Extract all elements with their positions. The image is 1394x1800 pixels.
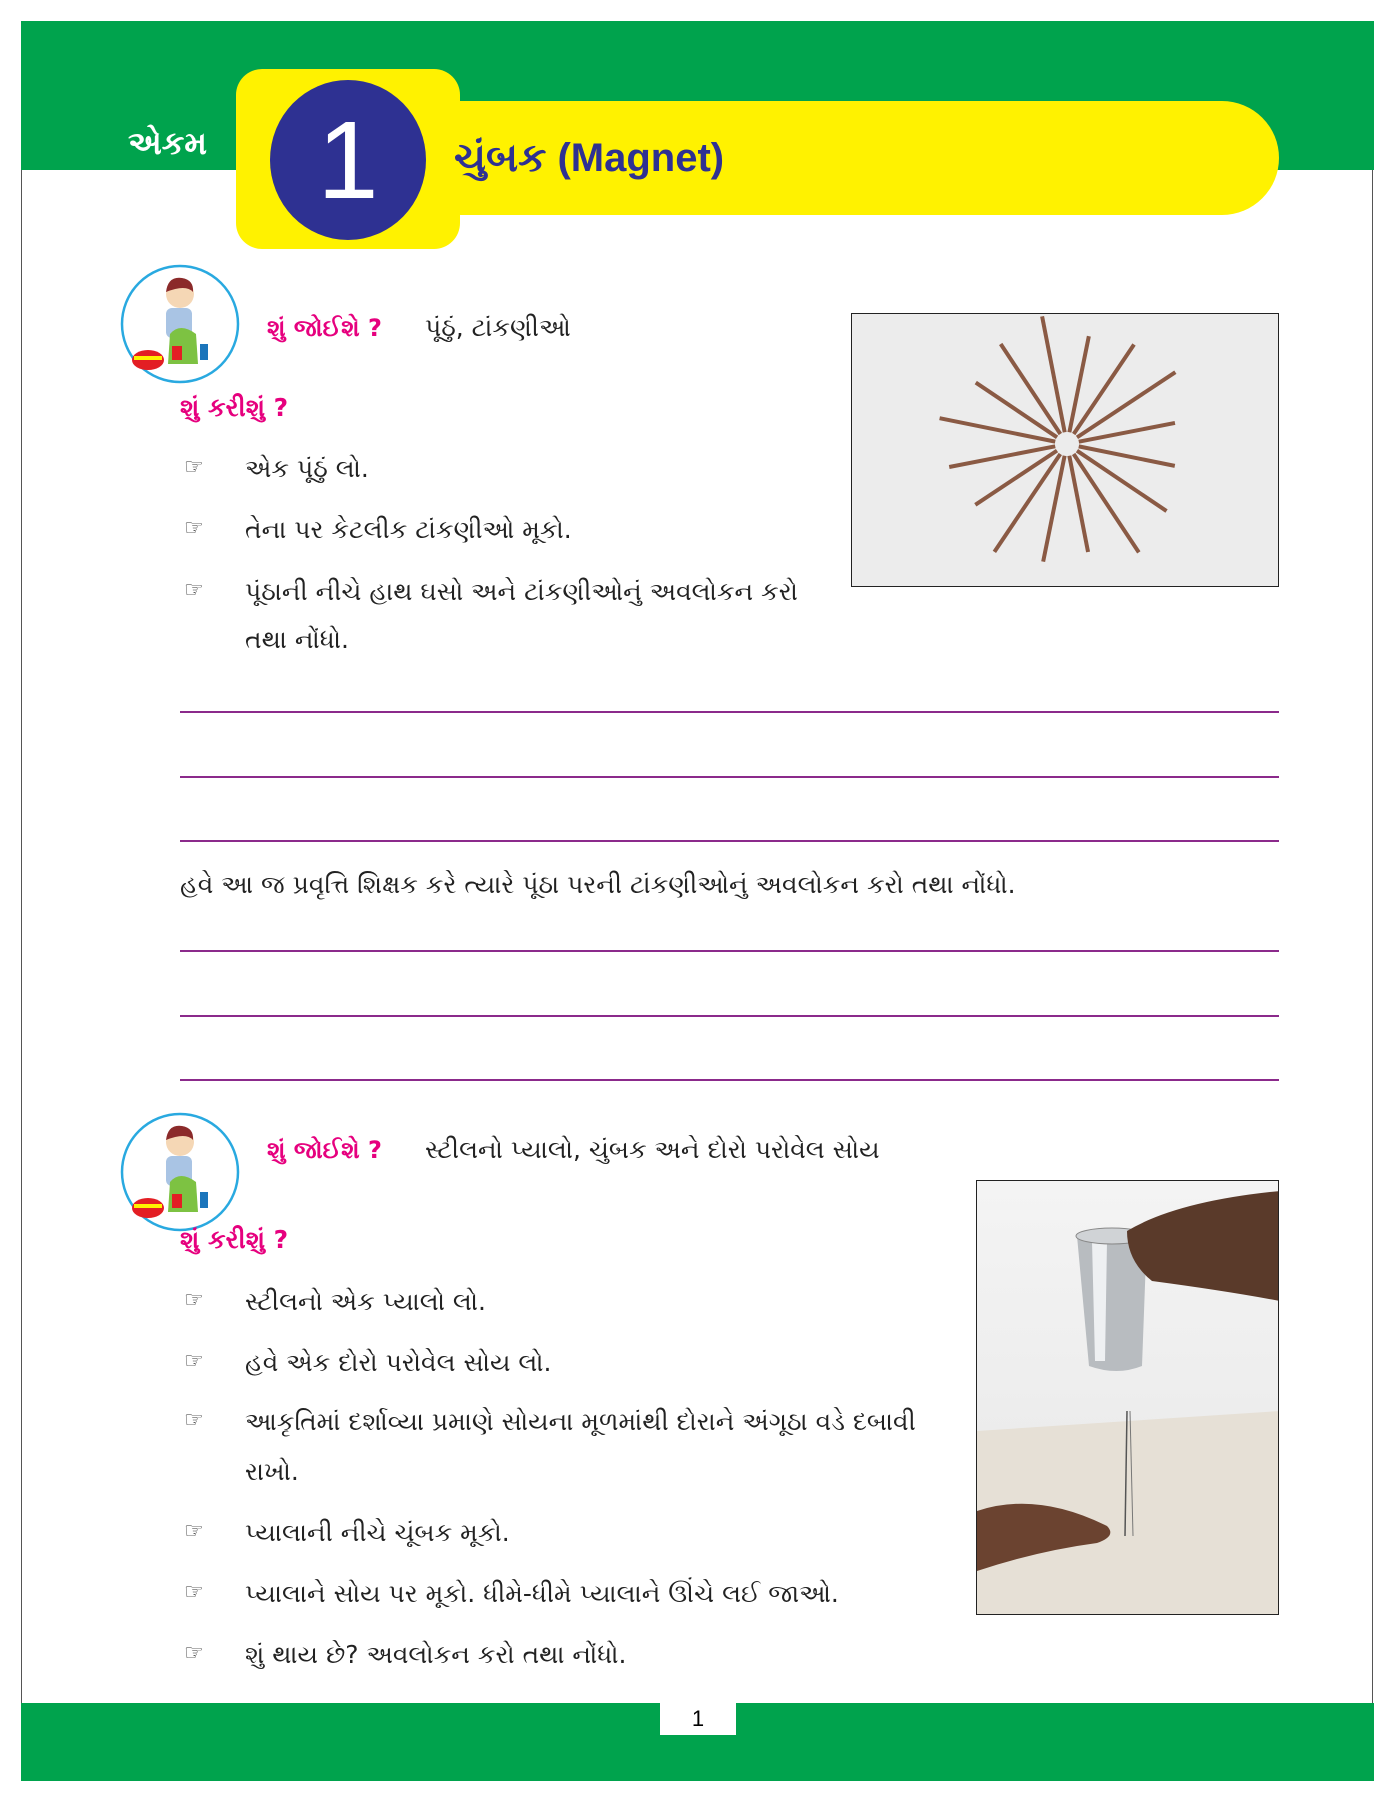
- answer-line[interactable]: [180, 1015, 1279, 1017]
- pointing-hand-icon: ☞: [184, 1580, 204, 1605]
- page-number: 1: [660, 1703, 736, 1735]
- step-text: આકૃતિમાં દર્શાવ્યા પ્રમાણે સોયના મૂળમાંથી દોરાને અંગૂઠા વડે દબાવી: [245, 1407, 916, 1436]
- followup-text: હવે આ જ પ્રવૃત્તિ શિક્ષક કરે ત્યારે પૂંઠા પરની ટાંકણીઓનું અવલોકન કરો તથા નોંધો.: [180, 870, 1016, 899]
- pointing-hand-icon: ☞: [184, 1288, 204, 1313]
- todo-label: શું કરીશું ?: [180, 393, 289, 422]
- step-text: તથા નોંધો.: [245, 625, 349, 654]
- cup-needle-photo: [976, 1180, 1279, 1615]
- need-items: પૂંઠું, ટાંકણીઓ: [425, 313, 571, 342]
- step-text: પ્યાલાને સોય પર મૂકો. ધીમે-ધીમે પ્યાલાને ઊંચે લઈ જાઓ.: [245, 1579, 839, 1608]
- pointing-hand-icon: ☞: [184, 1408, 204, 1433]
- pins-photo: [851, 313, 1279, 587]
- step-text: તેના પર કેટલીક ટાંકણીઓ મૂકો.: [245, 515, 572, 544]
- answer-line[interactable]: [180, 950, 1279, 952]
- pins-image: [852, 314, 1279, 587]
- answer-line[interactable]: [180, 1079, 1279, 1081]
- pointing-hand-icon: ☞: [184, 516, 204, 541]
- step-text: પૂંઠાની નીચે હાથ ઘસો અને ટાંકણીઓનું અવલોકન કરો: [245, 577, 798, 606]
- pointing-hand-icon: ☞: [184, 455, 204, 480]
- pointing-hand-icon: ☞: [184, 1349, 204, 1374]
- need-label: શું જોઈશે ?: [267, 1136, 382, 1164]
- unit-number: 1: [270, 80, 426, 240]
- step-text: સ્ટીલનો એક પ્યાલો લો.: [245, 1287, 486, 1316]
- chapter-title: ચુંબક (Magnet): [454, 136, 725, 180]
- todo-label: શું કરીશું ?: [180, 1225, 289, 1254]
- step-text: એક પૂંઠું લો.: [245, 454, 369, 483]
- need-items: સ્ટીલનો પ્યાલો, ચુંબક અને દોરો પરોવેલ સોય: [425, 1135, 880, 1164]
- cup-needle-image: [977, 1181, 1279, 1615]
- boy-with-bag-icon: [120, 1112, 240, 1232]
- pointing-hand-icon: ☞: [184, 1519, 204, 1544]
- step-text: હવે એક દોરો પરોવેલ સોય લો.: [245, 1348, 552, 1377]
- step-text: શું થાય છે? અવલોકન કરો તથા નોંધો.: [245, 1640, 627, 1669]
- pointing-hand-icon: ☞: [184, 578, 204, 603]
- step-text: પ્યાલાની નીચે ચૂંબક મૂકો.: [245, 1518, 510, 1547]
- answer-line[interactable]: [180, 840, 1279, 842]
- nail: [940, 418, 1056, 441]
- pointing-hand-icon: ☞: [184, 1641, 204, 1666]
- step-text: રાખો.: [245, 1457, 299, 1486]
- boy-with-bag-icon: [120, 264, 240, 384]
- answer-line[interactable]: [180, 776, 1279, 778]
- answer-line[interactable]: [180, 711, 1279, 713]
- need-label: શું જોઈશે ?: [267, 314, 382, 342]
- unit-label: એકમ: [128, 124, 207, 162]
